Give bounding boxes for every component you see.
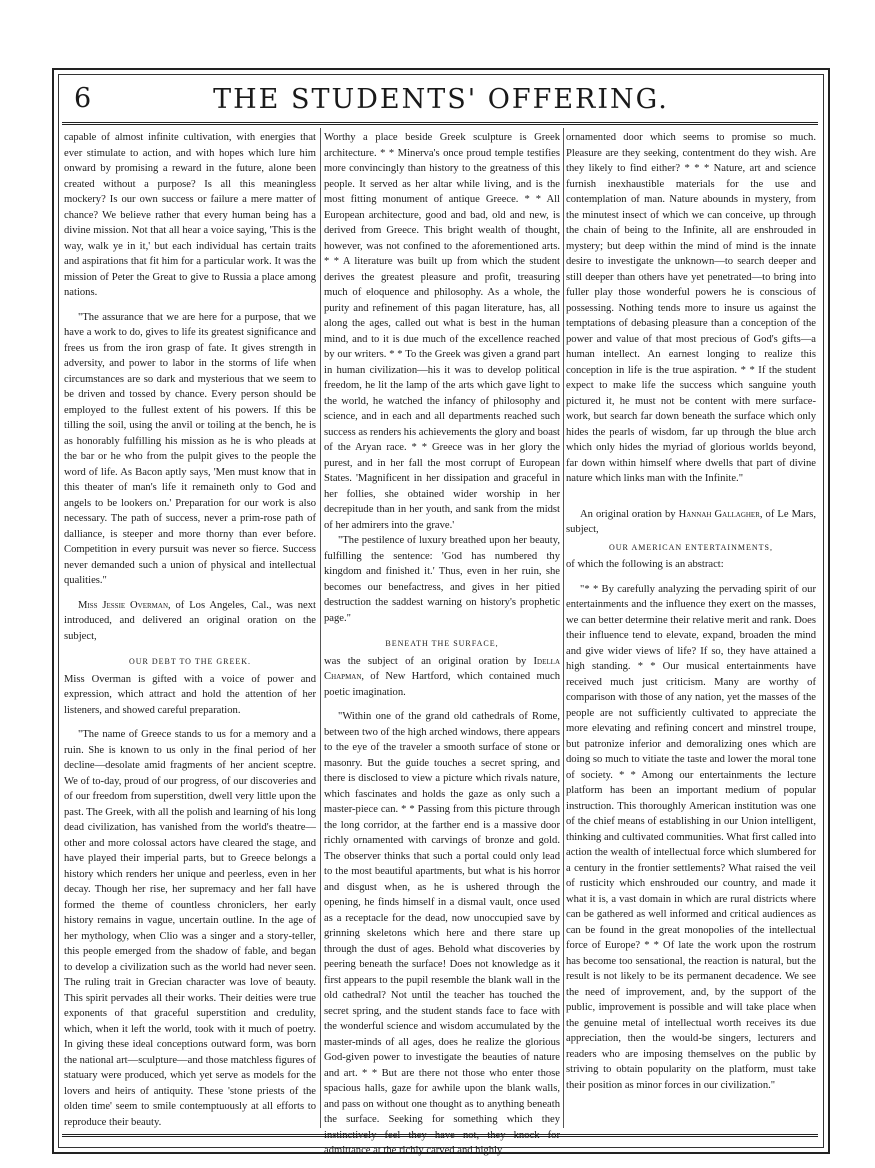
section-heading: BENEATH THE SURFACE, bbox=[385, 639, 499, 648]
header-rule bbox=[62, 122, 818, 125]
paragraph: "The pestilence of luxury breathed upon her beauty, fulfilling the sentence: 'God has numbered thy kingdom and finished it.' Thus, even in her ruin, she becomes our benefactress, and gives in her pitied destruction the saddest warning on history's prophetic page." bbox=[324, 535, 560, 624]
paragraph: capable of almost infinite cultivation, with energies that ever stimulate to action, and with hopes which lure him onward by promising a reward in the future, alone been created without a purpose? Is all this meaningless mockery? Is our own success or failure a mere matter of chance? We believe rather that every human being has a divine mission. Not that all hear a voice saying, 'This is the way, walk ye in it,' but each individual has certain traits and aspirations that fit him for a particular work. It was the mission of Peter the Great to give to Russia a place among nations. bbox=[64, 132, 316, 298]
column-2 bbox=[324, 130, 560, 1156]
paragraph-text: was the subject of an original oration by bbox=[324, 655, 534, 667]
speaker-name: Miss Jessie Overman bbox=[78, 599, 169, 611]
page-number: 6 bbox=[74, 83, 92, 114]
footer-rule bbox=[62, 1134, 818, 1137]
section-heading: OUR AMERICAN ENTERTAINMENTS, bbox=[609, 542, 773, 552]
page-header bbox=[60, 78, 822, 122]
paragraph-text: An original oration by bbox=[580, 508, 679, 520]
paragraph: "* * By carefully analyzing the pervading spirit of our entertainments and the influence they exert on the masses, we can better determine their relative merit and rank. Does their influence tend to elevate, expand, broaden the mind and give wider views of life? If so, they have attained a high standing. * * Our musical entertainments have received much just criticism. Many are worthy of comparison with those of any nation, yet the masses of the people are not sufficiently cultivated to appreciate the more elevating and refining concert and minstrel troupe, but patronize inferior and demoralizing ones which are doing so much to vitiate the taste and lower the moral tone of society. * * Among our entertainments the lecture platform has been an important medium of popular instruction. This thoroughly American institution was one of the chief means of establishing in our Union intelligent, thinking and cultivated communities. What first called into action the wealth of intellectual force which slumbered for a century in the frontier settlements? What raised the veil of rusticity which enshrouded our country, and made it what it is, a vast domain in which are rural districts where can be gathered as well informed and critical audiences as can be found in the great monopolies of the intellectual force of Europe? * * Of late the work upon the rostrum has become too sensational, the reaction is natural, but the result is not likely to be its permanent decadence. We see the need of improvement, and, by the support of the public, improvement is possible and will take place when the genuine metal of intellectual worth receives its due appreciation, then the would-be singers, lecturers and readers who are imposing themselves on the public by striving to obtain popularity on the platform, must take their position as minor forces in our civilization." bbox=[566, 583, 816, 1091]
speaker-name: Hannah Gallagher bbox=[678, 508, 760, 520]
column-3 bbox=[566, 130, 816, 1130]
paragraph-text: , of Le Mars, subject, bbox=[566, 508, 816, 535]
paragraph-text: , of Los Angeles, Cal., was next introduced, and delivered an original oration on the subject, bbox=[64, 599, 316, 642]
speaker-name: Idella Chapman bbox=[324, 655, 560, 682]
paragraph: "The assurance that we are here for a purpose, that we have a work to do, gives to life its greatest significance and frees us from the iron grasp of fate. It gives strength in adversity, and power to labor in the storms of life when circumstances are so dark and mysterious that we seem to be driven and tossed by chance. Every person should be employed to the fullest extent of his powers. If this be tilling the soil, using the anvil or toiling at the bench, he is as honorably fulfilling his mission as he is who pleads at the bar or he who from the pulpit gives to the people the word of life. As Bacon aptly says, 'Men must know that in this theater of man's life it remaineth only to God and angels to be lookers on.' Preparation for our work is also necessary. The path of success, never a prim-rose path of dalliance, is steeper and more thorny than ever before. Competition in every pursuit was never so fierce. Success never demanded such a union of physical and intellectual qualities." bbox=[64, 311, 316, 586]
paragraph: "The name of Greece stands to us for a memory and a ruin. She is known to us only in the final period of her decline—desolate amid fragments of her ancient sceptre. We of to-day, proud of our progress, of our discoveries and of our freedom from superstition, dwell very little upon the past. The Greek, with all the polish and learning of his long dead civilization, has vanished from the world's theatre—other and more colossal actors have cleared the stage, and have played their imperial parts, but to Greece belongs a history which renders her unique and peerless, even in her decay. Though her rise, her supremacy and her fall have formed the theme of countless chroniclers, her early history remains in vague, uncertain outline. In the age of her mythology, when Clio was a singer and a story-teller, this people emerged from the shadow of fable, and began to develop a civilization such as the world had never seen. The ruling trait in Grecian character was love of beauty. This spirit pervades all their works. Their deities were true exponents of that graceful superstition and credulity, which, when it left the world, took with it much of poetry. In giving these ideal conceptions outward form, was born the national art—sculpture—and those matchless figures of statuary were produced, which yet serve as models for the lovers and heirs of antiquity. These 'stone priests of the olden time' seem to smile contemptuously at all efforts to reproduce their beauty. bbox=[64, 729, 316, 1128]
paragraph bbox=[566, 507, 816, 538]
paragraph: Miss Overman is gifted with a voice of power and expression, which attract and hold the attention of her listeners, and showed careful preparation. bbox=[64, 673, 316, 716]
column-1 bbox=[64, 130, 316, 1130]
paragraph bbox=[64, 598, 316, 645]
paragraph-text: , of New Hartford, which contained much poetic imagination. bbox=[324, 671, 560, 698]
column-divider bbox=[563, 128, 564, 1128]
section-heading: OUR DEBT TO THE GREEK. bbox=[128, 657, 252, 666]
paragraph: ornamented door which seems to promise so much. Pleasure are they seeking, contentment do they wish. Are they likely to find either? * * * Nature, art and science furnish inexhaustible materials for the use and contemplation of man. Nature abounds in mystery, from the minutest insect of which we can conceive, up through the chain of being to the Infinite, all are enshrouded in mystery; but deep within the mind of mind is the innate desire to investigate the unknown—to search deeper and still deeper than others have yet penetrated—to bring into fuller play those wonderful powers he is conscious of possessing. Nothing tends more to insure us against the temptations of debasing pleasure than a conception of the power and value of that most precious of God's gifts—a human intellect. An earnest longing to realize this conception in life is the true aspiration. * * If the student expect to make life the success which sanguine youth pictured it, he must not be content with mere surface-work, but search far down beneath the surface which only hides the pearls of wisdom, far up through the blue arch which only hides the myriad of glorious worlds beyond, far down within himself where dwells that part of divine nature which links man with the Infinite." bbox=[566, 132, 816, 484]
publication-title: THE STUDENTS' OFFERING. bbox=[213, 84, 669, 115]
column-divider bbox=[320, 128, 321, 1128]
paragraph: Worthy a place beside Greek sculpture is Greek architecture. * * Minerva's once proud temple testifies more convincingly than history to the greatness of this people. It served as her altar while living, and is the most fitting monument of antique Greece. * * All European architecture, good and bad, old and new, is derived from Greece. This bright wealth of thought, however, was not confined to the aforementioned arts. * * A literature was built up from which the student derives the greatest pleasure and profit, treasuring much of eloquence and philosophy. As a whole, the purity and refinement of this pagan literature, has, all along the ages, called out what is best in the human mind, and to it is due much of the excellence reached by our writers. * * To the Greek was given a grand part in human civilization—his it was to develop political freedom, he lit the lamp of the arts which gave light to the world, he watched the infancy of philosophy and science, and in each and all departments reached such success as renders his achievements the glory and boast of the Aryan race. * * Greece was in her glory the purest, and in her fall the most corrupt of European States. 'Magnificent in her dissipation and graceful in her follies, she obtained wider worship in her decrepitude than in her youth, and sank from the midst of her admirers into the grave.' bbox=[324, 132, 560, 531]
paragraph: "Within one of the grand old cathedrals of Rome, between two of the high arched windows, there appears to the eye of the traveler a smooth surface of stone or masonry. But the guide touches a secret spring, and there is disclosed to view a picture which rivals nature, which fascinates and holds the gaze as only such a master-piece can. * * Passing from this picture through the long corridor, at the farther end is a massive door richly ornamented with carvings of bronze and gold. The observer thinks that such a portal could only lead to the most beautiful apartments, but what is his horror and disgust when, as he is ushered through the opening, he finds himself in a dismal vault, once used as a receptacle for the dead, now unoccupied save by grinning skeletons which here and there stare up through the dust of ages. Behold what discoveries by peering beneath the surface! Does not knowledge as it first appears to the pupil resemble the blank wall in the old cathedral? Not until the teacher has touched the secret spring, and the student stands face to face with the wonderful science and wisdom accumulated by the master-minds of all ages, does he realize the glorious God-given power to investigate the beauties of nature and art. * * But are there not those who enter those spacious halls, gaze for awhile upon the blank walls, and pass on without one thought as to anything beneath the surface. Seeking for something which they instinctively feel they have not, they knock for admittance at the richly carved and highly bbox=[324, 711, 560, 1156]
paragraph bbox=[324, 654, 560, 701]
paragraph: of which the following is an abstract: bbox=[566, 559, 724, 570]
